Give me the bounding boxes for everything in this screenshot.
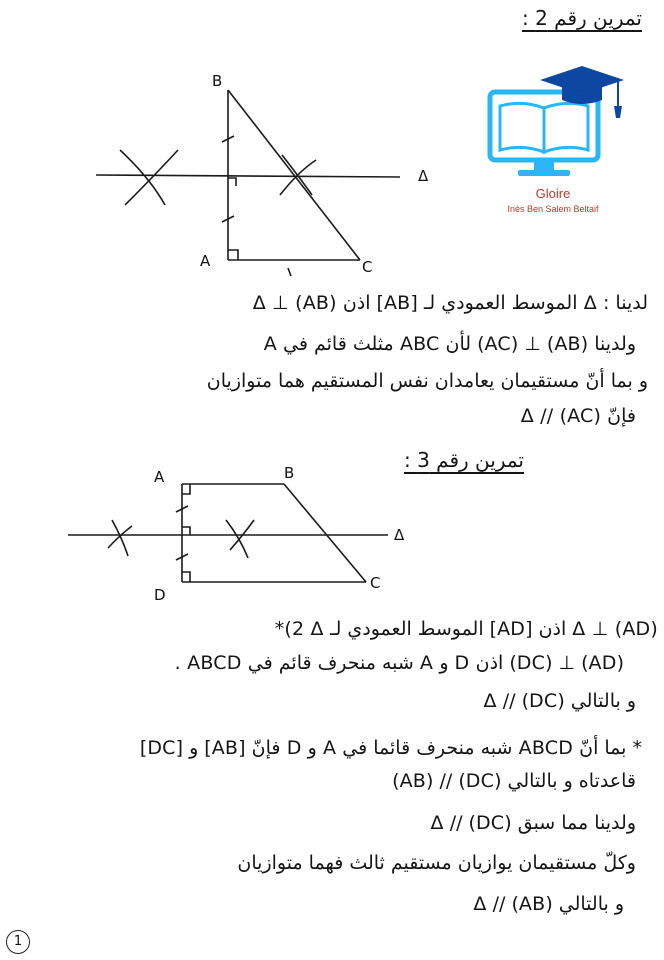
ex3-line-4: * بما أنّ ABCD شبه منحرف قائما في A و D فإنّ [AB] و [DC] [139,737,642,759]
page-number: 1 [6,930,30,954]
arc-3-2 [108,526,132,548]
exercise-3-title: تمرين رقم 3 : [403,448,524,472]
ex3-line-5: قاعدتاه و بالتالي (DC) // (AB) [392,770,636,792]
arc-4-1 [226,520,248,558]
label-b2: B [284,464,295,482]
right-angle-mark-d [182,572,190,582]
ex3-line-3: و بالتالي (DC) // Δ [483,690,636,712]
label-c: C [362,258,373,276]
label-a: A [200,252,211,270]
segment-bc [284,484,366,582]
label-delta2: Δ [394,526,405,544]
ex2-line-3: و بما أنّ مستقيمان يعامدان نفس المستقيم هما متوازيان [206,370,648,392]
right-angle-mark-mid2 [182,527,190,535]
label-d: D [154,586,166,604]
label-c2: C [370,574,381,592]
ex3-line-7: وكلّ مستقيمان يوازيان مستقيم ثالث فهما متوازيان [237,852,636,874]
right-angle-mark-a2 [182,484,190,494]
ex2-line-4: فإنّ Δ // (AC) [520,405,636,427]
logo-author: Inès Ben Salem Beltaif [507,204,599,214]
ex3-line-8: و بالتالي (AB) // Δ [473,893,624,915]
arc-3-1 [112,520,128,556]
label-a2: A [154,468,165,486]
ex3-line-2: . ABCD شبه منحرف قائم في A و D اذن (DC) ⊥ (AD) [174,652,624,674]
ex3-line-1: *(2 Δ الموسط العمودي لـ [AD] اذن Δ ⊥ (AD) [274,618,658,640]
ex2-line-1: لدينا : Δ الموسط العمودي لـ [AB] اذن Δ ⊥ (AB) [252,292,648,314]
label-b: B [212,72,223,90]
exercise-2-title: تمرين رقم 2 : [521,6,642,30]
ex2-line-2: ولدينا (AB) ⊥ (AC) لأن ABC مثلث قائم في A [263,333,636,355]
ex3-line-6: ولدينا مما سبق (DC) // Δ [430,812,636,834]
logo-name: Gloire [535,186,571,201]
label-delta: Δ [418,167,429,185]
